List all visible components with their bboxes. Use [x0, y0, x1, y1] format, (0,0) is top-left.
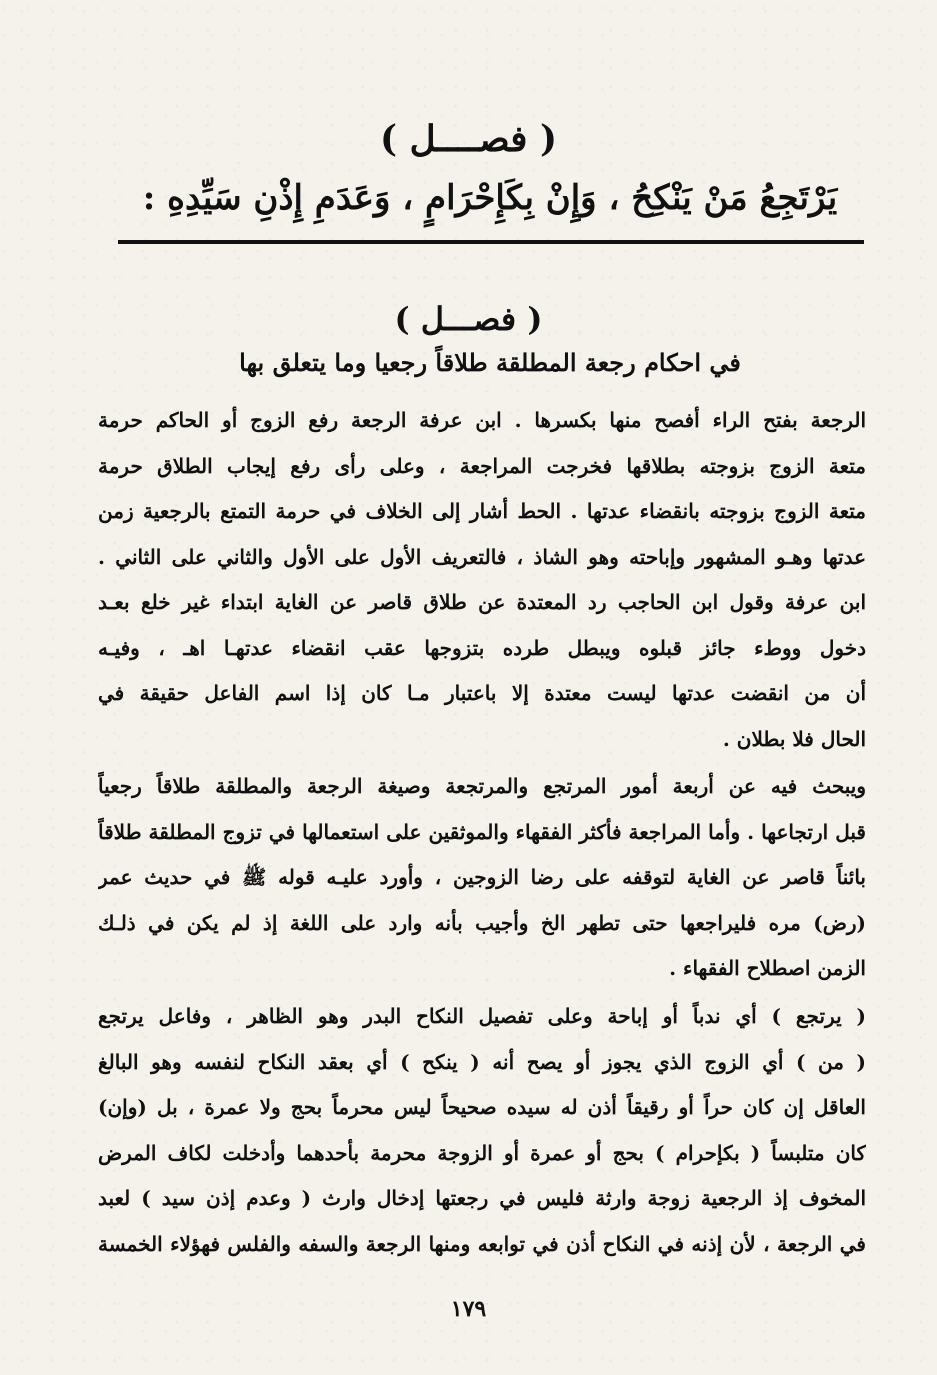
text-line: كان متلبساً ( بكإحرام ) بحج أو عمرة أو الزوجة محرمة بأحدهما وأدخلت لكاف المرض [98, 1140, 866, 1165]
text-line: بائناً قاصر عن الغاية لتوقفه على رضا الزوجين ، وأورد عليـه قوله ﷺ في حديث عمر [98, 865, 866, 889]
section-subtitle: في احكام رجعة المطلقة طلاقاً رجعيا وما يتعلق بها [239, 348, 741, 377]
section-heading-second: ( فصـــل ) [394, 300, 543, 338]
text-line: الحال فلا بطلان . [722, 726, 866, 751]
text-line: (رض) مره فليراجعها حتى تطهر الخ وأجيب بأنه وارد على اللغة إذ لم يكن في ذلـك [98, 910, 866, 935]
text-line: ويبحث فيه عن أربعة أمور المرتجع والمرتجعة وصيغة الرجعة والمطلقة طلاقاً رجعياً [98, 774, 866, 798]
text-line: الزمن اصطلاح الفقهاء . [669, 956, 866, 980]
section-heading-top: ( فصــــل ) [379, 118, 557, 160]
text-line: العاقل إن كان حراً أو رقيقاً أذن له سيده صحيحاً ليس محرماً بحج ولا عمرة ، بل (وإن) [98, 1095, 866, 1119]
text-line: الرجعة بفتح الراء أفصح منها بكسرها . ابن عرفة الرجعة رفع الزوج أو الحاكم حرمة [98, 408, 866, 432]
horizontal-divider [118, 240, 864, 244]
text-line: في الرجعة ، لأن إذنه في النكاح أذن في توابعه ومنها الرجعة والسفه والفلس فهؤلاء الخمسة [98, 1231, 866, 1256]
text-line: متعة الزوج بزوجته بانقضاء عدتها . الحط أشار إلى الخلاف في حرمة التمتع بالرجعية زمن [98, 499, 866, 523]
paragraph-topics [98, 764, 866, 992]
text-line: دخول ووطء جائز قبلوه ويبطل طرده بتزوجها عقب انقضاء عدتهـا اهـ ، وفيـه [98, 635, 866, 660]
paragraph-definition [98, 398, 866, 762]
text-line: ( يرتجع ) أي ندباً أو إباحة وعلى تفصيل النكاح البدر وهو الظاهر ، وفاعل يرتجع [98, 1004, 866, 1028]
text-line: المخوف إذ الرجعية زوجة وارثة فليس في رجعتها إدخال وارث ( وعدم إذن سيد ) لعبد [98, 1186, 866, 1210]
text-line: ( من ) أي الزوج الذي يجوز أو يصح أنه ( ينكح ) أي بعقد النكاح لنفسه وهو البالغ [98, 1049, 866, 1074]
text-line: متعة الزوج بزوجته بطلاقها فخرجت المراجعة ، وعلى رأى رفع إيجاب الطلاق حرمة [98, 453, 866, 478]
page-number: ١٧٩ [450, 1296, 487, 1322]
text-line: ابن عرفة وقول ابن الحاجب رد المعتدة عن طلاق قاصر عن الغاية ابتداء غير خلع بعـد [98, 590, 866, 614]
text-line: عدتها وهـو المشهور وإباحته وهو الشاذ ، فالتعريف الأول على الأول والثاني على الثاني . [98, 544, 866, 569]
text-line: قبل ارتجاعها . وأما المراجعة فأكثر الفقهاء والموثقين على استعمالها في تزوج المطلقة طلاقاً [98, 819, 866, 844]
paragraph-commentary [98, 994, 866, 1267]
matn-text-line: يَرْتَجِعُ مَنْ يَنْكِحُ ، وَإِنْ بِكَإِحْرَامٍ ، وَعَدَمِ إِذْنِ سَيِّدِهِ : [142, 178, 838, 218]
text-line: أن من انقضت عدتها ليست معتدة إلا باعتبار مـا كان إذا اسم الفاعل حقيقة في [98, 681, 866, 705]
